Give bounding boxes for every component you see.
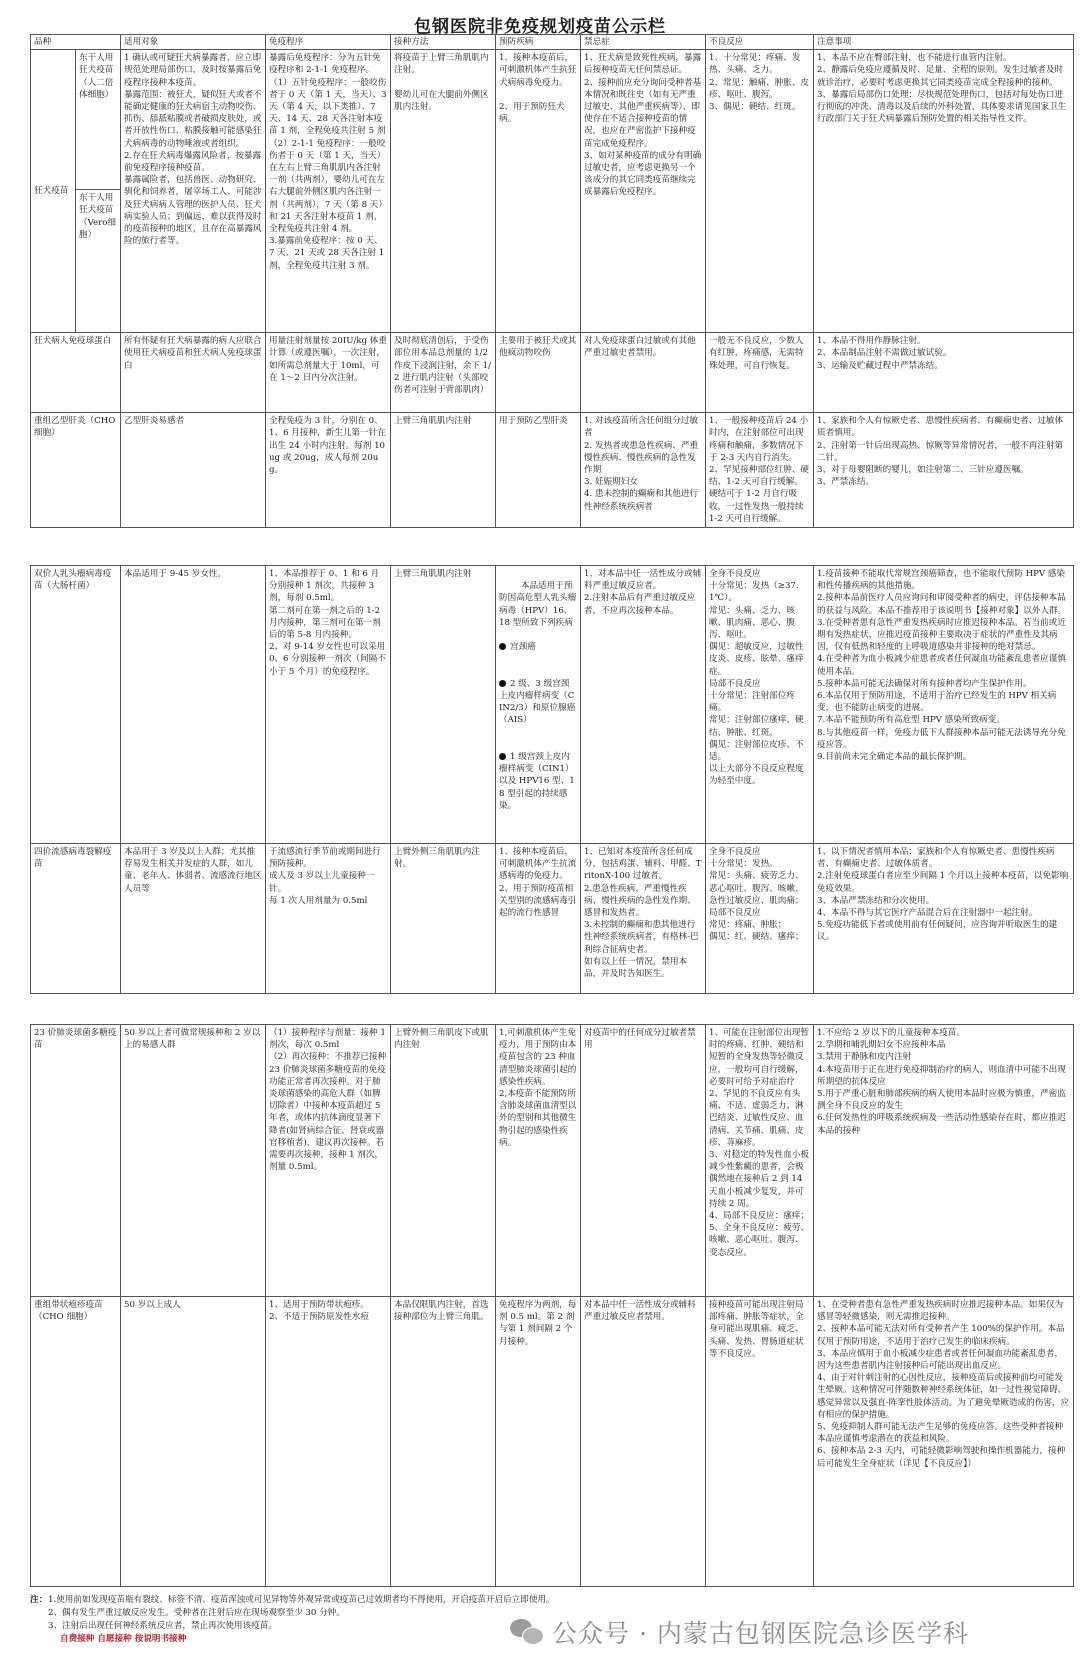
watermark xyxy=(510,1612,1070,1652)
table-header-row xyxy=(31,35,1074,50)
header-cell: 禁忌症 xyxy=(581,35,706,50)
page-title: 包钢医院非免疫规划疫苗公示栏 xyxy=(414,17,666,37)
notes-cell: 1、在受种者患有急性严重发热疾病时应推迟接种本品。如果仅为感冒等轻微感染，则无需推迟接种。 2、接种本品可能无法对所有受种者产生 100%的保护作用。本品仅用于预防用途，不适用于治疗已发生的临床疾病。 3、本品应慎用于血小板减少症患者或者任何凝血功能紊乱患者，因为这些患者肌内注射接种后可能出现出血反应。 4、由于对针刺注射的心因性反应，接种疫苗后或接种前均可能发生晕厥。这种情况可伴随数种神经系统体征，如一过性视觉障碍、感觉异常以及强直-阵挛性肢体活动。为了避免晕厥造成的伤害，应有相应的保护措施。 5、免疫抑制人群可能无法产生足够的免疫应答。这些受种者接种本品应谨慎考虑潜在的获益和风险。 6、接种本品 2-3 天内，可能轻微影响驾驶和操作机器能力，接种后可能发生全身症状（详见【不良反应】） xyxy=(814,1297,1074,1587)
watermark-text: 公众号 · 内蒙古包钢医院急诊医学科 xyxy=(552,1619,969,1648)
notes-cell: 1、家族和个人有惊厥史者、患慢性疾病者、有癫痫史者、过敏体质者慎用。 2、注射第一针后出现高热、惊厥等异常情况者，一般不再注射第二针。 3、对于母婴阻断的婴儿，如注射第二、三针应遵医嘱。 3、严禁冻结。 xyxy=(814,413,1074,528)
schedule-cell: 1、本品推荐于 0、1 和 6 月分别接种 1 剂次，共接种 3 剂，每剂 0.5ml。 第二剂可在第一剂之后的 1-2 月内接种，第三剂可在第一剂后的第 5-8 月内接种。 2、对 9-14 岁女性也可以采用 0、6 分别接种一剂次（间隔不小于 5 个月）的免疫程序。 xyxy=(266,566,391,844)
table-row xyxy=(31,413,1074,528)
prevent-cell: 主要用于被狂犬或其他疯动物咬伤 xyxy=(496,333,581,413)
table-row xyxy=(31,1025,1074,1297)
footnote-text: 3、注射后出现任何神经系统反应者，禁止再次使用该疫苗。 xyxy=(48,1620,277,1631)
vaccine-name-cell: 23 价肺炎球菌多糖疫苗 xyxy=(31,1025,121,1297)
contra-cell: 对疫苗中的任何成分过敏者禁用 xyxy=(581,1025,706,1297)
footnote-item xyxy=(30,1594,630,1607)
schedule-cell: 用量注射剂量按 20IU/kg 体重计算（或遵医嘱），一次注射，如所需总剂量大于 10ml，可在 1～2 日内分次注射。 xyxy=(266,333,391,413)
target-cell: 本品适用于 9-45 岁女性。 xyxy=(121,566,266,844)
prevent-cell: 用于预防乙型肝炎 xyxy=(496,413,581,528)
contra-cell: 1、已知对本疫苗所含任何成分，包括鸡蛋、辅料、甲醛、TritonX-100 过敏者。 2.患急性疾病、严重慢性疾病、慢性疾病的急性发作期、感冒和发热者。 3.未控制的癫痫和患其他进行性神经系统疾病者，有格林-巴利综合征病史者。 如有以上任一情况，禁用本品，并及时告知医生。 xyxy=(581,844,706,994)
header-cell: 不良反应 xyxy=(706,35,814,50)
schedule-cell: 于流感流行季节前或期间进行预防接种。 成人及 3 岁以上儿童接种一针。 每 1 次人用剂量为 0.5ml xyxy=(266,844,391,994)
adverse-cell: 一般无不良反应，少数人有红肿，疼痛感，无需特殊处理，可自行恢复。 xyxy=(706,333,814,413)
header-cell: 免疫程序 xyxy=(266,35,391,50)
contra-cell: 1、狂犬病是致死性疾病，暴露后接种疫苗无任何禁忌证。 2、接种前应充分询问受种者基本情况和既往史（如有无严重过敏史、其他严重疾病等），即使存在不适合接种疫苗的情况，也应在严密监护下接种疫苗完成免疫程序。 3、如对某种疫苗的成分有明确过敏史者，应考虑更换另一个该成分的其它同类疫苗继续完成暴露后免疫程序。 xyxy=(581,50,706,333)
prevent-cell: 免疫程序为两剂，每剂 0.5 ml。第 2 剂与第 1 剂间隔 2 个月接种。 xyxy=(496,1297,581,1587)
contra-cell: 对本品中任一活性成分或辅料严重过敏反应者禁用。 xyxy=(581,1297,706,1587)
list-item xyxy=(499,641,577,653)
target-cell: 1 确认或可疑狂犬病暴露者，应立即规范处理局部伤口，及时按暴露后免疫程序接种本疫苗。 暴露范围：被狂犬，疑似狂犬或者不能确定健康的狂犬病宿主动物咬伤、抓伤、舔舐粘膜或者破损皮肤处，或者开放性伤口、粘膜接触可能感染狂犬病病毒的动物唾液或者组织。 2.存在狂犬病毒爆露风险者，按暴露前免疫程序接种疫苗。 暴露属险者，包括兽医、动物研究、驯化和饲养者，屠宰场工人、可能涉及狂犬病病人管理的医护人员、狂犬病实验人员；到偏远、难以获得及时的疫苗接种的地区，且存在高暴露风险的旅行者等。 xyxy=(121,50,266,333)
list-item-text: 宫颈癌 xyxy=(510,642,536,653)
table-row xyxy=(31,844,1074,994)
header-cell: 注意事项 xyxy=(814,35,1074,50)
list-item-text: 2 级、3 级宫颈上皮内瘤样病变（CIN2/3）和原位腺癌（AIS） xyxy=(499,678,576,726)
target-cell: 50 岁以上成人 xyxy=(121,1297,266,1587)
notes-cell: 1.不应给 2 岁以下的儿童接种本疫苗。 2.孕期和哺乳期妇女不应接种本品 3.禁用于静脉和皮内注射 4.本疫苗用于正在进行免疫抑制治疗的病人，则血清中可能不出现所期望的抗体反应 5.用于严重心脏和肺部疾病的病人使用本品时应极为慎重，严密监测全身不良反应的发生 6.任何发热性的呼吸系统疾病及一些活动性感染存在时，都应推迟本品的接种 xyxy=(814,1025,1074,1297)
contra-cell: 1. 对该疫苗所含任何组分过敏者 2. 发热者或患急性疾病、严重慢性疾病、慢性疾病的急性发作期 3. 妊娠期妇女 4. 患未控制的癫痫和其他进行性神经系统疾病者 xyxy=(581,413,706,528)
adverse-cell: 1、可能在注射部位出现暂时的疼痛、红肿、硬结和短暂的全身发热等轻微反应，一般均可自行缓解，必要时可给予对症治疗 2、罕见的不良反应有头痛、不适、虚弱乏力、淋巴结炎、过敏性反应、血清病、关节痛、肌痛、皮疹、荨麻疹。 3、对稳定的特发性血小板减少性紫癜的患者，会极偶然地在接种后 2 到 14 天血小板减少复发，并可持续 2 周。 4、局部不良反应：瘙痒； 5、全身不良反应：疲劳、咳嗽、恶心呕吐、腹泻、变态反应。 xyxy=(706,1025,814,1297)
target-cell: 本品用于 3 岁及以上人群；尤其推荐易发生相关并发症的人群，如儿童、老年人、体弱者、流感流行地区人员等 xyxy=(121,844,266,994)
list-item xyxy=(499,678,577,727)
notes-cell: 1.疫苗接种不能取代常规宫颈癌筛查，也不能取代预防 HPV 感染和性传播疾病的其他措施。 2.接种本品前医疗人员应询问和审阅受种者的病史，评估接种本品的获益与风险。本品不推荐用于该说明书【接种对象】以外人群。 3.在受种者患有急性严重发热疾病时应推迟接种本品。若当前或近期有发热症状，应推迟疫苗接种主要取决于症状的严重性及其病因，仅有低热和轻度的上呼吸道感染并非接种的绝对禁忌。 4.在受种者为血小板减少症患者或者任何凝血功能紊乱患者应谨慎使用本品。 5.接种本品可能无法确保对所有接种者均产生保护作用。 6.本品仅用于预防用途，不适用于治疗已经发生的 HPV 相关病变，也不能防止病变的进展。 7.本品不能预防所有高危型 HPV 感染所致病变。 8.与其他疫苗一样，免疫力低下人群接种本品可能无法诱导充分免疫应答。 9.目前尚未完全确定本品的最长保护期。 xyxy=(814,566,1074,844)
bullet-icon xyxy=(499,753,506,760)
target-cell: 所有怀疑有狂犬病暴露的病人应联合使用狂犬病疫苗和狂犬病人免疫球蛋白 xyxy=(121,333,266,413)
prevent-cell: 1,可刺激机体产生免疫力，用于预防由本疫苗包含的 23 种血清型肺炎球菌引起的感染性疾病。 2,本疫苗不能预防所含肺炎球菌血清型以外的型别和其他微生物引起的感染性疾病。 xyxy=(496,1025,581,1297)
prevent-intro: 本品适用于预防因高危型人乳头瘤病毒（HPV）16、18 型所致下列疾病 xyxy=(499,581,577,628)
adverse-cell: 全身不良反应 十分常见：发热（≥37.1℃）。 常见：头痛、乏力、咳嗽、肌肉痛、恶心、腹泻、呕吐。 偶见：超敏反应，过敏性皮炎、皮疹、眩晕、瘙痒症。 局部不良反应 十分常见：注射部位疼痛。 常见：注射部位瘙痒、硬结、肿胀、红斑。 偶见：注射部位皮疹、不适。 以上大部分不良反应程度为轻至中度。 xyxy=(706,566,814,844)
footnote-label: 注： xyxy=(30,1595,48,1605)
adverse-cell: 1、十分常见：疼痛、发热、头痛、乏力。 2、常见：触痛、肿胀、皮疹、呕吐、腹泻。 3、偶见：硬结、红斑。 xyxy=(706,50,814,333)
prevent-cell: 1、接种本疫苗后，可刺激机体产生抗狂犬病病毒免疫力。 2、用于预防狂犬病。 xyxy=(496,50,581,333)
notes-cell: 1、以下情况者慎用本品：家族和个人有惊厥史者、患慢性疾病者、有癫痫史者、过敏体质者。 2.注射免疫球蛋白者应至少间隔 1 个月以上接种本疫苗，以免影响免疫效果。 3、本品严禁冻结和分次使用。 4、本品不得与其它医疗产品混合后在注射器中一起注射。 5.免疫功能低下者或使用前有任何疑问，应咨询并听取医生的建议。 xyxy=(814,844,1074,994)
list-item-text: 1 级宫颈上皮内瘤样病变（CIN1）以及 HPV16 型、18 型引起的持续感染。 xyxy=(499,752,575,811)
vaccine-subtype-cell: 东干人用狂犬疫苗（人二倍体细胞） xyxy=(76,50,121,190)
method-cell: 本品仅限肌内注射，首选接种部位为上臂三角肌。 xyxy=(391,1297,496,1587)
prevent-cell xyxy=(496,566,581,844)
prevent-cell: 1、接种本疫苗后，可刺激机体产生抗流感病毒的免疫力。 2、用于预防疫苗相关型别的流感病毒引起的流行性感冒 xyxy=(496,844,581,994)
vaccine-table-section-1 xyxy=(30,34,1074,528)
table-row xyxy=(31,333,1074,413)
schedule-cell: 全程免疫为 3 针，分别在 0、1、6 月接种，新生儿第一针在出生 24 小时内注射。每剂 10ug 或 20ug，成人每剂 20ug。 xyxy=(266,413,391,528)
footnote-text: 1.使用前如发现疫苗瓶有裂纹、标签不清、疫苗浑浊或可见异物等外观异常或疫苗已过效期者均不得使用，开启疫苗开启后立即使用。 xyxy=(48,1595,555,1605)
adverse-cell: 接种疫苗可能出现注射局部疼痛、肿胀等症状，全身可能出现肌痛、疲乏、头痛、发热、胃肠道症状等不良反应。 xyxy=(706,1297,814,1587)
vaccine-name-cell: 双价人乳头瘤病毒疫苗（大肠杆菌） xyxy=(31,566,121,844)
table-row xyxy=(31,50,1074,190)
method-cell: 上臂三角肌肌内注射 xyxy=(391,566,496,844)
notes-cell: 1、本品不得用作静脉注射。 2、本品制品注射不需做过敏试验。 3、运输及贮藏过程中严禁冻结。 xyxy=(814,333,1074,413)
wechat-icon xyxy=(510,1617,544,1647)
schedule-cell: 1、适用于预防带状疱疹。 2、不适于预防原发性水痘 xyxy=(266,1297,391,1587)
vaccine-name-cell: 重组带状疱疹疫苗（CHO 细胞） xyxy=(31,1297,121,1587)
header-cell: 预防疾病 xyxy=(496,35,581,50)
target-cell: 乙型肝炎易感者 xyxy=(121,413,266,528)
notes-cell: 1、本品不应在臀部注射，也不能进行血管内注射。 2、静露后免疫应遵循及时、足量、全程的原则。发生过敏者及时就诊治疗，必要时考虑更换其它同类疫苗完成全程接种的接种。 3、暴露后局部伤口处理：尽快规范处理伤口，包括对每处伤口进行彻底的冲洗、清毒以及后续的外科处置，具体要求请见国家卫生行政部门关于狂犬病暴露后预防处置的相关指导性文件。 xyxy=(814,50,1074,333)
schedule-cell: 暴露后免疫程序：分为五针免疫程序和 2-1-1 免疫程序。 （1）五针免疫程序：一般咬伤者于 0 天（第 1 天，当天）、3 天（第 4 天，以下类推）、7 天、14 天、28 天各注射本疫苗 1 剂，全程免疫共注射 5 剂 （2）2-1-1 免疫程序：一般咬伤者于 0 天（第 1 天，当天）在左右上臂三角肌肌内各注射一剂（共两剂），婴幼儿可在左右大腿前外侧区肌内各注射一剂（共两剂），7 天（第 8 天）和 21 天各注射本疫苗 1 剂，全程免疫共注射 4 剂。 3.暴露前免疫程序：按 0 天、7 天、21 天或 28 天各注射 1 剂，全程免疫共注射 3 剂。 xyxy=(266,50,391,333)
method-cell: 上臂三角肌肌内注射 xyxy=(391,413,496,528)
method-cell: 及时彻底清创后，于受伤部位用本品总剂量的 1/2 作皮下浸润注射，余下 1/2 进行肌内注射（头部咬伤者可注射于背部肌肉） xyxy=(391,333,496,413)
vaccine-name-cell: 重组乙型肝炎（CHO 细胞） xyxy=(31,413,121,528)
vaccine-name-cell: 狂犬疫苗 xyxy=(31,50,76,333)
bullet-icon xyxy=(499,680,506,687)
vaccine-subtype-cell: 东干人用狂犬疫苗（Vero细胞） xyxy=(76,190,121,333)
vaccine-table-section-2 xyxy=(30,565,1074,994)
table-row xyxy=(31,566,1074,844)
vaccine-table-section-3 xyxy=(30,1024,1074,1587)
header-cell: 适用对象 xyxy=(121,35,266,50)
adverse-cell: 全身不良反应 十分常见：发热。 常见：头痛、疲劳乏力、恶心呕吐、腹泻、咳嗽、急性过敏反应、肌肉痛； 局部不良反应 常见：疼痛、肿胀； 偶见：红、硬结、瘙痒； xyxy=(706,844,814,994)
header-cell: 品种 xyxy=(31,35,121,50)
target-cell: 50 岁以上者可做常规接种和 2 岁以上的易感人群 xyxy=(121,1025,266,1297)
footnote-text: 2、偶有发生严重过敏反应发生。受种者在注射后应在现场观察至少 30 分钟。 xyxy=(48,1607,345,1618)
vaccine-name-cell: 狂犬病人免疫球蛋白 xyxy=(31,333,121,413)
table-row xyxy=(31,1297,1074,1587)
method-cell: 将疫苗于上臂三角肌肌内注射。 婴幼儿可在大腿前外侧区肌内注射。 xyxy=(391,50,496,333)
bullet-icon xyxy=(499,643,506,650)
self-pay-notice: 自费接种 自愿接种 按说明书接种 xyxy=(60,1633,187,1644)
schedule-cell: （1）接种程序与剂量：接种 1 剂次，每次 0.5ml （2）再次接种：不推荐已接种 23 价肺炎球菌多糖疫苗的免疫功能正常者再次接种。对于肺炎球菌感染的高危人群（如脾切除者）中接种本疫苗超过 5 年者，或体内抗体滴度显著下降者(如肾病综合征、肾衰或器官移植者)，建议再次接种。若需要再次接种，接种 1 剂次，剂量 0.5ml。 xyxy=(266,1025,391,1297)
adverse-cell: 1、一般接种疫苗后 24 小时内，在注射部位可出现疼痛和触痛，多数情况下于 2-3 天内自行消失。 2、罕见接种部位红肿、硬结、1-2 天可自行缓解。 硬结可于 1-2 月自行吸收，一过性发热一般持续 1-2 天可自行缓解。 xyxy=(706,413,814,528)
method-cell: 上臂外侧三角肌肌内注射。 xyxy=(391,844,496,994)
method-cell: 上臂外侧三角肌皮下或肌内注射 xyxy=(391,1025,496,1297)
header-cell: 接种方法 xyxy=(391,35,496,50)
vaccine-name-cell: 四价流感病毒裂解疫苗 xyxy=(31,844,121,994)
list-item xyxy=(499,751,577,812)
contra-cell: 对人免疫球蛋白过敏或有其他严重过敏史者禁用。 xyxy=(581,333,706,413)
contra-cell: 1、对本品中任一活性成分或辅料严重过敏反应者。 2.注射本品后有严重过敏反应者，不应再次接种本品。 xyxy=(581,566,706,844)
